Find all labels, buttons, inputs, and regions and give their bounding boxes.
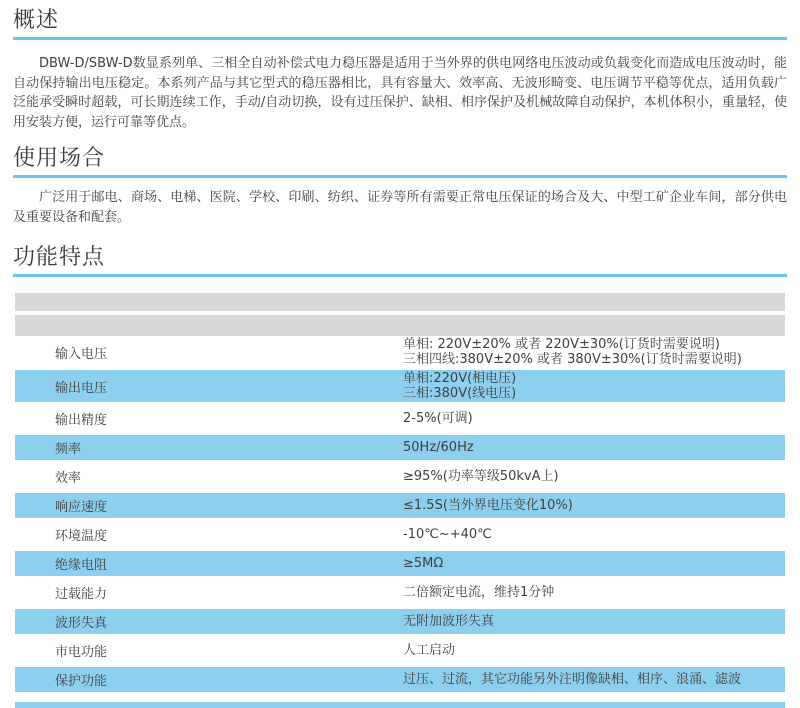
table-row xyxy=(15,607,785,636)
spec-label: 输出电压 xyxy=(55,380,108,396)
spec-label: 输入电压 xyxy=(55,346,108,362)
spec-label: 过载能力 xyxy=(55,587,108,602)
spec-label: 效率 xyxy=(55,471,82,486)
overview-paragraph: DBW-D/SBW-D数显系列单、三相全自动补偿式电力稳压器是适用于当外界的供电网络电压波动或负载变化而造成电压波动时，能自动保持输出电压稳定。本系列产品与其它型式的稳压器相比，具有容量大、效率高、无波形畸变、电压调节平稳等优点，适用负载广泛能承受瞬时超载，可长期连续工作，手动/自动切换，设有过压保护、缺相、相序保护及机械故障自动保护，本机体积小，重量轻，使用安装方便，运行可靠等优点。 xyxy=(13,56,787,130)
section-title-applications: 使用场合 xyxy=(13,146,106,171)
table-row xyxy=(15,665,785,694)
section-underline xyxy=(13,274,787,277)
spec-label: 绝缘电阻 xyxy=(55,558,108,573)
table-row xyxy=(15,636,785,665)
table-row xyxy=(15,549,785,578)
table-row xyxy=(15,404,785,433)
spec-value: 过压、过流，其它功能另外注明像缺相、相序、浪涌、滤波 xyxy=(403,672,742,687)
spec-table xyxy=(15,293,785,708)
section-applications xyxy=(13,146,787,227)
spec-value: 单相: 220V±20% 或者 220V±30%(订货时需要说明) 三相四线:380V±20% 或者 380V±30%(订货时需要说明) xyxy=(403,337,742,367)
table-header-bar-1 xyxy=(15,293,785,311)
section-underline xyxy=(13,175,787,178)
spec-value: 50Hz/60Hz xyxy=(403,440,474,455)
spec-value: 单相:220V(相电压) 三相:380V(线电压) xyxy=(403,371,517,401)
section-overview xyxy=(13,8,787,132)
spec-value: ≥95%(功率等级50kvA上) xyxy=(403,469,559,484)
section-underline xyxy=(13,37,787,40)
table-row xyxy=(15,491,785,520)
table-row xyxy=(15,368,785,404)
table-header-bar-2 xyxy=(15,315,785,336)
spec-value: 人工启动 xyxy=(403,643,456,658)
spec-value: 无附加波形失真 xyxy=(403,614,495,629)
table-row xyxy=(15,578,785,607)
spec-value: ≤1.5S(当外界电压变化10%) xyxy=(403,498,573,513)
section-title-features: 功能特点 xyxy=(13,245,106,270)
spec-label: 市电功能 xyxy=(55,645,108,660)
spec-label: 频率 xyxy=(55,442,82,457)
spec-label: 响应速度 xyxy=(55,500,108,515)
spec-label: 环境温度 xyxy=(55,529,108,544)
table-row-partial xyxy=(15,702,785,708)
section-title-overview: 概述 xyxy=(13,8,60,33)
spec-value: 二倍额定电流，维持1分钟 xyxy=(403,585,555,600)
section-features xyxy=(13,245,787,277)
spec-value: -10℃~+40℃ xyxy=(403,527,492,542)
spec-label: 波形失真 xyxy=(55,616,108,631)
spec-table-body xyxy=(15,336,785,694)
spec-label: 输出精度 xyxy=(55,413,108,428)
spec-value: 2-5%(可调) xyxy=(403,411,473,426)
table-row xyxy=(15,336,785,368)
table-row xyxy=(15,462,785,491)
spec-label: 保护功能 xyxy=(55,674,108,689)
applications-paragraph: 广泛用于邮电、商场、电梯、医院、学校、印刷、纺织、证券等所有需要正常电压保证的场合及大、中型工矿企业车间，部分供电及重要设备和配套。 xyxy=(13,190,787,225)
table-row xyxy=(15,520,785,549)
table-row xyxy=(15,433,785,462)
spec-value: ≥5MΩ xyxy=(403,556,444,571)
